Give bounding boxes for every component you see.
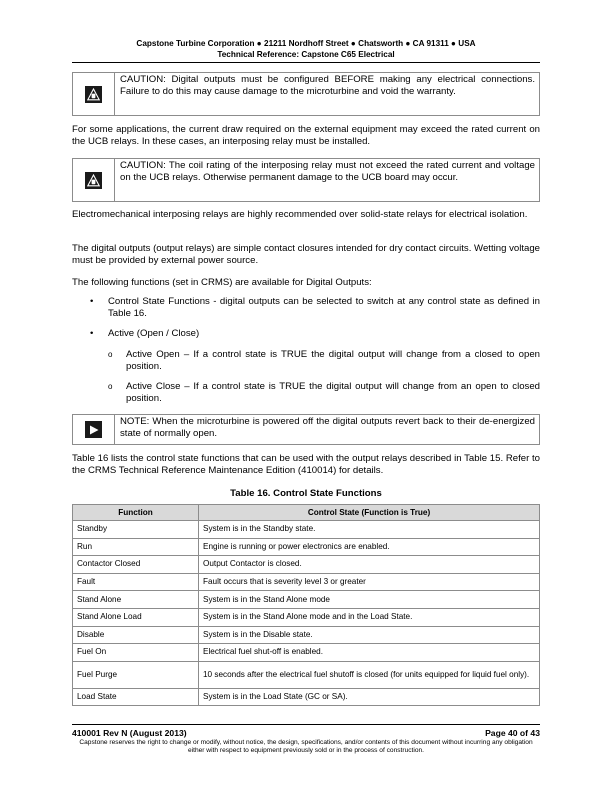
note-box (72, 414, 540, 445)
function-cell: Stand Alone (73, 591, 199, 609)
table-row (73, 626, 540, 644)
sub-bullet-mark: o (108, 350, 113, 359)
header-rule (72, 62, 540, 63)
state-cell: System is in the Stand Alone mode (199, 591, 540, 609)
sub-bullet-text: Active Close – If a control state is TRUE the digital output will change from an open to closed position. (126, 381, 540, 405)
state-cell: Electrical fuel shut-off is enabled. (199, 644, 540, 662)
function-cell: Contactor Closed (73, 556, 199, 574)
table-row (73, 608, 540, 626)
caution-icon-cell (73, 159, 115, 201)
state-cell: Fault occurs that is severity level 3 or greater (199, 573, 540, 591)
paragraph-relay-type: Electromechanical interposing relays are highly recommended over solid-state relays for electrical isolation. (72, 209, 528, 220)
table-row (73, 591, 540, 609)
table-row (73, 521, 540, 539)
caution-box-1 (72, 72, 540, 116)
state-cell: System is in the Standby state. (199, 521, 540, 539)
caution-text-1: CAUTION: Digital outputs must be configured BEFORE making any electrical connections. Failure to do this may cause damage to the microturbine and void the warranty. (120, 74, 535, 98)
state-cell: System is in the Load State (GC or SA). (199, 688, 540, 706)
table-title: Table 16. Control State Functions (230, 488, 382, 499)
table-row (73, 644, 540, 662)
caution-hand-icon (85, 172, 102, 189)
note-arrow-icon (85, 421, 102, 438)
caution-icon-cell (73, 73, 115, 115)
control-state-table (72, 504, 540, 706)
function-cell: Fuel On (73, 644, 199, 662)
table-row (73, 538, 540, 556)
list-item (108, 349, 540, 374)
footer-disclaimer: Capstone reserves the right to change or modify, without notice, the design, specifications, and/or contents of this document without incurring any obligation either with respect to equipment previously sold or in the process of construction. (79, 739, 533, 755)
state-cell: System is in the Stand Alone mode and in the Load State. (199, 608, 540, 626)
paragraph-table-intro: Table 16 lists the control state functions that can be used with the output relays described in Table 15. Refer to the CRMS Technical Reference Maintenance Edition (410014) for details. (72, 453, 540, 477)
list-item (90, 296, 540, 321)
state-cell: Engine is running or power electronics are enabled. (199, 538, 540, 556)
function-cell: Run (73, 538, 199, 556)
bullet-text: Control State Functions - digital outputs can be selected to switch at any control state as defined in Table 16. (108, 296, 540, 320)
column-header-function: Function (73, 505, 199, 521)
sub-bullet-text: Active Open – If a control state is TRUE the digital output will change from a closed to open position. (126, 349, 540, 373)
table-row (73, 556, 540, 574)
function-cell: Stand Alone Load (73, 608, 199, 626)
footer-page-number: Page 40 of 43 (485, 728, 540, 738)
function-cell: Load State (73, 688, 199, 706)
caution-text-2: CAUTION: The coil rating of the interposing relay must not exceed the rated current and voltage on the UCB relays. Otherwise permanent damage to the UCB board may occur. (120, 160, 535, 184)
paragraph-dry-contact: The digital outputs (output relays) are simple contact closures intended for dry contact circuits. Wetting voltage must be provided by external power source. (72, 243, 541, 267)
page-header (0, 38, 612, 60)
sub-bullet-mark: o (108, 382, 113, 391)
caution-box-2 (72, 158, 540, 202)
function-cell: Fault (73, 573, 199, 591)
function-cell: Standby (73, 521, 199, 539)
table-header-row (73, 505, 540, 521)
bullet-mark: • (90, 296, 94, 307)
bullet-mark: • (90, 328, 94, 339)
header-title-line: Technical Reference: Capstone C65 Electrical (217, 50, 395, 59)
list-item (90, 328, 540, 340)
bullet-text: Active (Open / Close) (108, 328, 200, 339)
note-text: NOTE: When the microturbine is powered off the digital outputs revert back to their de-energized state of normally open. (120, 416, 535, 440)
function-cell: Disable (73, 626, 199, 644)
footer-document-number: 410001 Rev N (August 2013) (72, 728, 187, 738)
header-company-line: Capstone Turbine Corporation ● 21211 Nordhoff Street ● Chatsworth ● CA 91311 ● USA (136, 39, 476, 48)
caution-hand-icon (85, 86, 102, 103)
state-cell: 10 seconds after the electrical fuel shutoff is closed (for units equipped for liquid fuel only). (199, 661, 540, 688)
paragraph-interposing: For some applications, the current draw required on the external equipment may exceed the rated current on the UCB relays. In these cases, an interposing relay must be installed. (72, 124, 540, 148)
note-icon-cell (73, 415, 115, 444)
footer-rule (72, 724, 540, 725)
list-item (108, 381, 540, 406)
state-cell: System is in the Disable state. (199, 626, 540, 644)
state-cell: Output Contactor is closed. (199, 556, 540, 574)
table-row (73, 688, 540, 706)
function-cell: Fuel Purge (73, 661, 199, 688)
table-row (73, 661, 540, 688)
paragraph-functions-intro: The following functions (set in CRMS) are available for Digital Outputs: (72, 277, 372, 288)
column-header-control-state: Control State (Function is True) (199, 505, 540, 521)
table-row (73, 573, 540, 591)
